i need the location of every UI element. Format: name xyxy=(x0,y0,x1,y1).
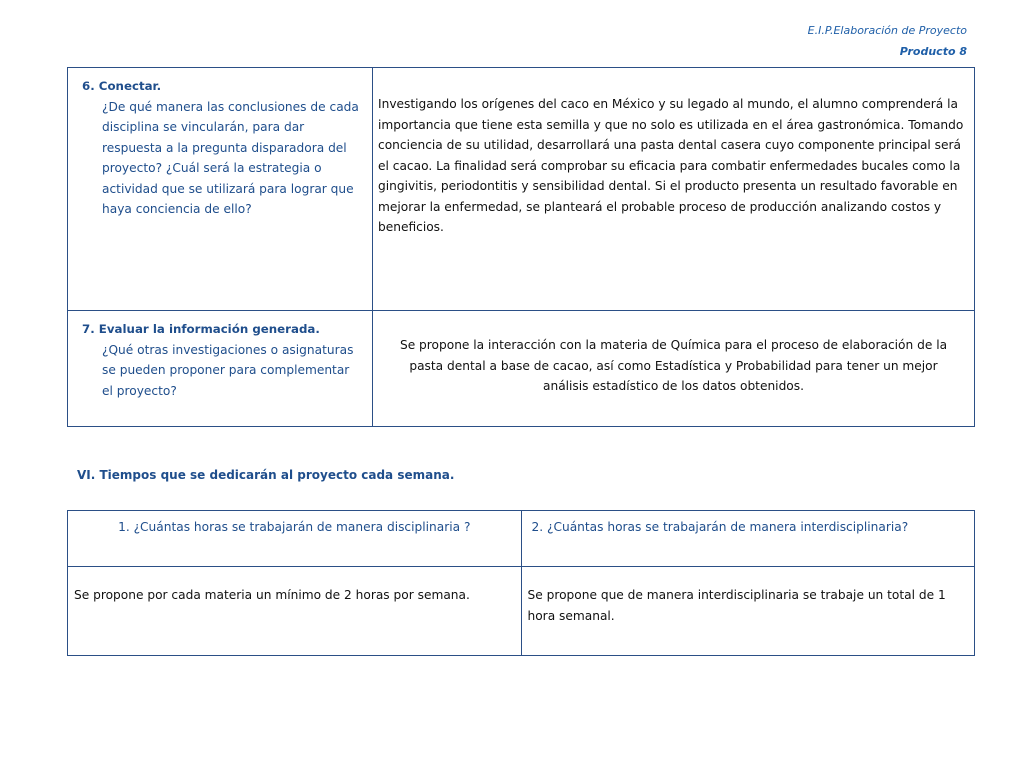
step-title: 7. Evaluar la información generada. xyxy=(82,322,320,336)
column-header-disciplinary: 1. ¿Cuántas horas se trabajarán de manera disciplinaria ? xyxy=(68,511,522,567)
step-answer-cell xyxy=(373,311,975,427)
step-answer-cell xyxy=(373,68,975,311)
header-project-title: E.I.P.Elaboración de Proyecto xyxy=(807,24,967,37)
header-product-label: Producto 8 xyxy=(899,45,967,58)
step-question: ¿Qué otras investigaciones o asignaturas se pueden proponer para complementar el proyecto? xyxy=(102,342,354,398)
step-answer: Investigando los orígenes del caco en México y su legado al mundo, el alumno comprenderá la importancia que tiene esta semilla y que no solo es utilizada en el área gastronómica. Tomando conciencia de su utilidad, desarrollará una pasta dental casera cuyo componente principal será el cacao. La finalidad será comprobar su eficacia para combatir enfermedades bucales como la gingivitis, periodontitis y sensibilidad dental. Si el producto presenta un resultado favorable en mejorar la enfermedad, se planteará el probable proceso de producción analizando costos y beneficios. xyxy=(378,97,964,234)
table-header-row xyxy=(68,511,975,567)
step-question-cell xyxy=(68,311,373,427)
interdisciplinary-hours-cell: Se propone que de manera interdisciplinaria se trabaje un total de 1 hora semanal. xyxy=(521,567,975,656)
step-answer: Se propone la interacción con la materia de Química para el proceso de elaboración de la pasta dental a base de cacao, así como Estadística y Probabilidad para tener un mejor análisis estadístico de los datos obtenidos. xyxy=(399,338,948,393)
document-header xyxy=(808,20,967,62)
column-header-interdisciplinary: 2. ¿Cuántas horas se trabajarán de manera interdisciplinaria? xyxy=(521,511,975,567)
step-question-cell xyxy=(68,68,373,311)
disciplinary-hours-cell: Se propone por cada materia un mínimo de 2 horas por semana. xyxy=(68,567,522,656)
table-row xyxy=(68,68,975,311)
project-steps-table xyxy=(67,67,975,427)
step-question: ¿De qué manera las conclusiones de cada disciplina se vincularán, para dar respuesta a la pregunta disparadora del proyecto? ¿Cuál será la estrategia o actividad que se utilizará para lograr que haya conciencia de ello? xyxy=(102,99,359,216)
table-row xyxy=(68,567,975,656)
step-title: 6. Conectar. xyxy=(82,79,162,93)
table-row xyxy=(68,311,975,427)
section-title: VI. Tiempos que se dedicarán al proyecto cada semana. xyxy=(77,468,455,482)
weekly-hours-table xyxy=(67,510,975,656)
